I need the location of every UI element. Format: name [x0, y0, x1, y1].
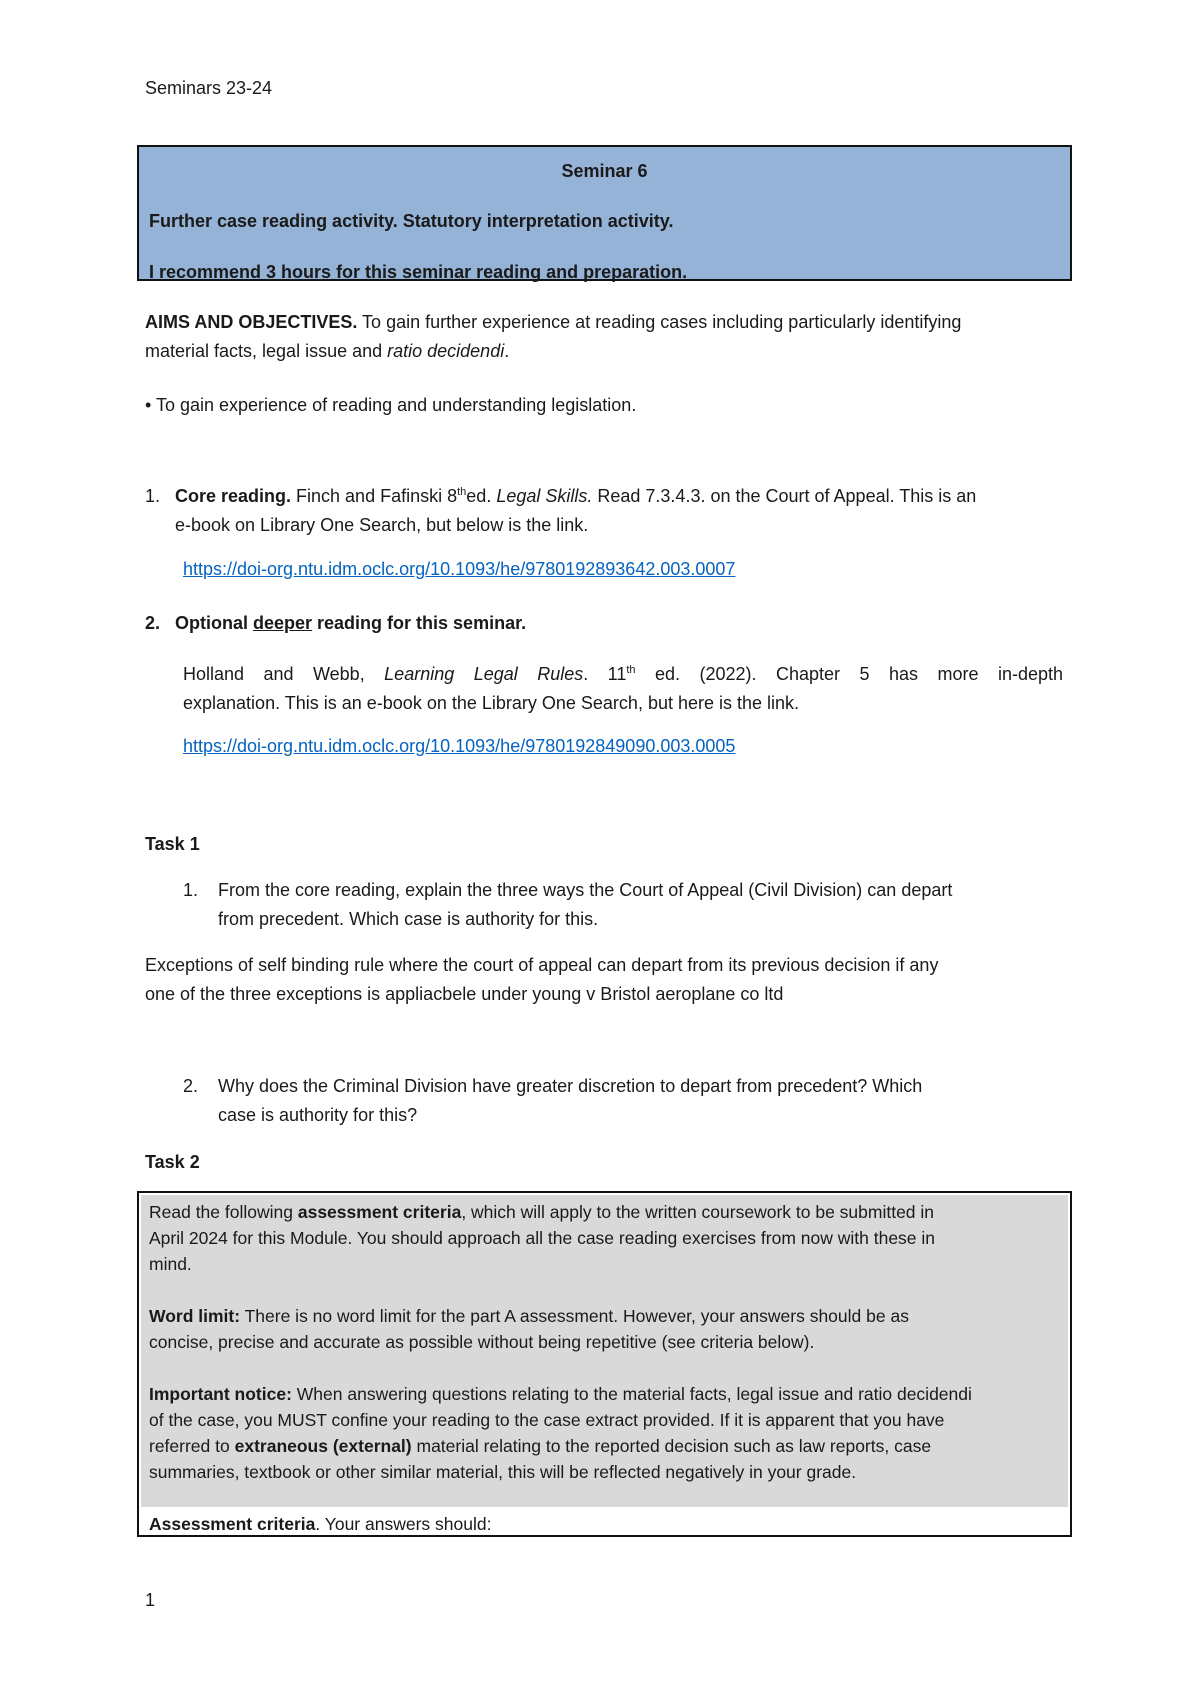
core-reading-link[interactable]: https://doi-org.ntu.idm.oclc.org/10.1093/he/9780192893642.003.0007: [183, 559, 736, 579]
list-number: 1.: [145, 486, 161, 506]
optional-reading-heading: Optional deeper reading for this seminar.: [175, 613, 527, 633]
running-header: Seminars 23-24: [145, 78, 273, 98]
optional-reading-link[interactable]: https://doi-org.ntu.idm.oclc.org/10.1093/he/9780192849090.003.0005: [183, 736, 736, 756]
task1-question-1: From the core reading, explain the three ways the Court of Appeal (Civil Division) can depart from precedent. Which case is authority for this.: [218, 880, 953, 929]
criteria-paragraph-1: Read the following assessment criteria, which will apply to the written coursework to be submitted in April 2024 for this Module. You should approach all the case reading exercises from now with these in mind.: [149, 1202, 936, 1274]
assessment-criteria-box: [137, 1191, 1072, 1537]
list-number: 1.: [183, 880, 199, 900]
seminar-header-box: [137, 145, 1072, 281]
criteria-word-limit: Word limit: There is no word limit for the part A assessment. However, your answers should be as concise, precise and accurate as possible without being repetitive (see criteria below).: [149, 1306, 909, 1352]
task1-question-2: Why does the Criminal Division have greater discretion to depart from precedent? Which case is authority for this?: [218, 1076, 923, 1125]
task2-heading: Task 2: [145, 1152, 200, 1172]
list-number: 2.: [145, 613, 161, 633]
task1-heading: Task 1: [145, 834, 200, 854]
aims-paragraph: AIMS AND OBJECTIVES. To gain further experience at reading cases including particularly identifying material facts, legal issue and ratio decidendi.: [145, 312, 962, 361]
core-reading-item: Core reading. Finch and Fafinski 8thed. Legal Skills. Read 7.3.4.3. on the Court of Appeal. This is an e-book on Library One Search, but below is the link.: [175, 486, 977, 535]
seminar-recommendation: I recommend 3 hours for this seminar reading and preparation.: [149, 262, 688, 282]
seminar-subtitle: Further case reading activity. Statutory interpretation activity.: [149, 211, 674, 231]
list-number: 2.: [183, 1076, 199, 1096]
criteria-important-notice: Important notice: When answering questions relating to the material facts, legal issue and ratio decidendi of the case, you MUST confine your reading to the case extract provided. If it is apparent that you have referred to extraneous (external) material relating to the reported decision such as law reports, case summaries, textbook or other similar material, this will be reflected negatively in your grade.: [149, 1384, 972, 1482]
task1-answer: Exceptions of self binding rule where the court of appeal can depart from its previous decision if any one of the three exceptions is appliacbele under young v Bristol aeroplane co ltd: [145, 955, 939, 1004]
seminar-title: Seminar 6: [561, 161, 648, 181]
page-number: 1: [145, 1590, 156, 1610]
criteria-assessment-line: Assessment criteria. Your answers should:: [149, 1514, 492, 1534]
optional-reading-text: Holland and Webb, Learning Legal Rules. 11th ed. (2022). Chapter 5 has more in-depth explanation. This is an e-book on the Library One Search, but here is the link.: [183, 664, 1063, 713]
aims-bullet: • To gain experience of reading and understanding legislation.: [145, 395, 637, 415]
